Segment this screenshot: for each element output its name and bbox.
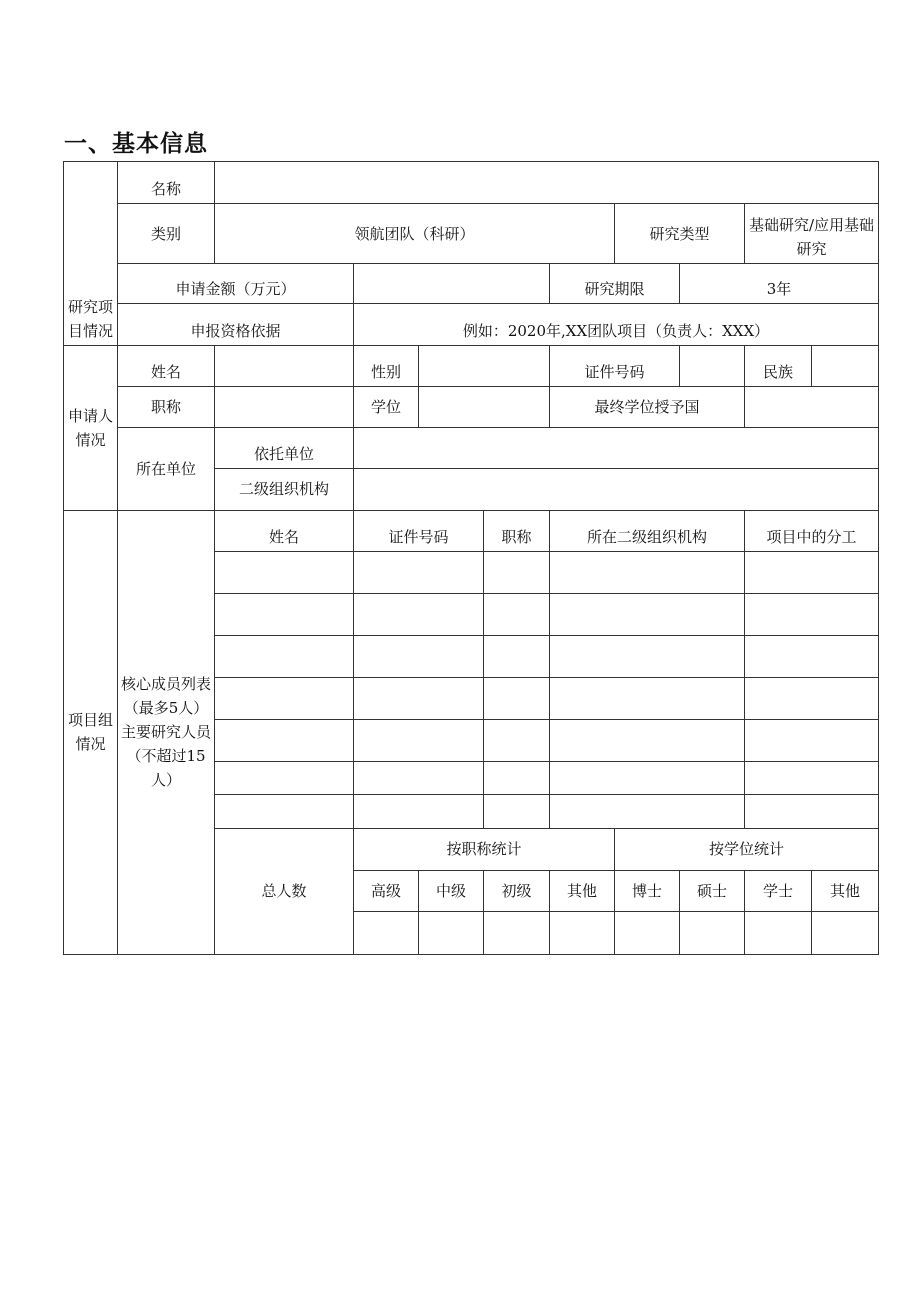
amount-label: 申请金额（万元） xyxy=(118,264,354,304)
basis-value[interactable]: 例如：2020年,XX团队项目（负责人：XXX） xyxy=(354,304,879,346)
degree-field[interactable] xyxy=(419,386,550,427)
col-header-title: 职称 xyxy=(484,510,550,551)
host-unit-field[interactable] xyxy=(354,427,879,468)
period-value[interactable]: 3年 xyxy=(680,264,879,304)
member-title-cell[interactable] xyxy=(484,593,550,635)
category-label: 类别 xyxy=(118,204,215,264)
amount-field[interactable] xyxy=(354,264,550,304)
member-org-cell[interactable] xyxy=(550,593,745,635)
member-org-cell[interactable] xyxy=(550,795,745,828)
total-count-label: 总人数 xyxy=(215,828,354,954)
member-name-cell[interactable] xyxy=(215,551,354,593)
member-org-cell[interactable] xyxy=(550,636,745,678)
stat-header-junior: 初级 xyxy=(484,870,550,911)
stat-header-senior: 高级 xyxy=(354,870,419,911)
stat-degree-other-field[interactable] xyxy=(812,911,879,954)
member-org-cell[interactable] xyxy=(550,720,745,762)
member-org-cell[interactable] xyxy=(550,762,745,795)
member-title-cell[interactable] xyxy=(484,678,550,720)
member-role-cell[interactable] xyxy=(745,678,879,720)
member-title-cell[interactable] xyxy=(484,551,550,593)
stat-master-field[interactable] xyxy=(680,911,745,954)
member-name-cell[interactable] xyxy=(215,795,354,828)
stat-bachelor-field[interactable] xyxy=(745,911,812,954)
member-id-cell[interactable] xyxy=(354,720,484,762)
basis-label: 申报资格依据 xyxy=(118,304,354,346)
core-members-label: 核心成员列表（最多5人）主要研究人员（不超过15人） xyxy=(118,510,215,954)
ethnicity-field[interactable] xyxy=(812,346,879,386)
member-role-cell[interactable] xyxy=(745,551,879,593)
stat-header-bachelor: 学士 xyxy=(745,870,812,911)
member-id-cell[interactable] xyxy=(354,762,484,795)
degree-country-field[interactable] xyxy=(745,386,879,427)
stat-junior-field[interactable] xyxy=(484,911,550,954)
stat-title-other-field[interactable] xyxy=(550,911,615,954)
stat-header-title-other: 其他 xyxy=(550,870,615,911)
secondary-org-label: 二级组织机构 xyxy=(215,468,354,510)
member-title-cell[interactable] xyxy=(484,795,550,828)
member-name-cell[interactable] xyxy=(215,678,354,720)
member-name-cell[interactable] xyxy=(215,636,354,678)
period-label: 研究期限 xyxy=(550,264,680,304)
stat-doctor-field[interactable] xyxy=(615,911,680,954)
gender-label: 性别 xyxy=(354,346,419,386)
col-header-id: 证件号码 xyxy=(354,510,484,551)
team-section-label: 项目组情况 xyxy=(64,510,118,954)
stat-intermediate-field[interactable] xyxy=(419,911,484,954)
section-heading: 一、基本信息 xyxy=(64,131,208,157)
member-role-cell[interactable] xyxy=(745,636,879,678)
research-type-label: 研究类型 xyxy=(615,204,745,264)
member-org-cell[interactable] xyxy=(550,551,745,593)
member-title-cell[interactable] xyxy=(484,762,550,795)
applicant-name-label: 姓名 xyxy=(118,346,215,386)
member-title-cell[interactable] xyxy=(484,636,550,678)
host-unit-label: 依托单位 xyxy=(215,427,354,468)
stat-header-intermediate: 中级 xyxy=(419,870,484,911)
basic-info-form xyxy=(63,161,879,955)
gender-field[interactable] xyxy=(419,346,550,386)
unit-label: 所在单位 xyxy=(118,427,215,510)
stat-header-master: 硕士 xyxy=(680,870,745,911)
member-name-cell[interactable] xyxy=(215,593,354,635)
member-role-cell[interactable] xyxy=(745,795,879,828)
ethnicity-label: 民族 xyxy=(745,346,812,386)
id-number-field[interactable] xyxy=(680,346,745,386)
by-degree-label: 按学位统计 xyxy=(615,828,879,870)
member-role-cell[interactable] xyxy=(745,720,879,762)
research-type-value[interactable]: 基础研究/应用基础研究 xyxy=(745,204,879,264)
title-label: 职称 xyxy=(118,386,215,427)
project-name-label: 名称 xyxy=(118,162,215,204)
id-number-label: 证件号码 xyxy=(550,346,680,386)
secondary-org-field[interactable] xyxy=(354,468,879,510)
col-header-secondary-org: 所在二级组织机构 xyxy=(550,510,745,551)
member-role-cell[interactable] xyxy=(745,762,879,795)
applicant-name-field[interactable] xyxy=(215,346,354,386)
col-header-name: 姓名 xyxy=(215,510,354,551)
member-role-cell[interactable] xyxy=(745,593,879,635)
by-title-label: 按职称统计 xyxy=(354,828,615,870)
research-project-section-label: 研究项目情况 xyxy=(64,162,118,346)
member-name-cell[interactable] xyxy=(215,720,354,762)
title-field[interactable] xyxy=(215,386,354,427)
member-id-cell[interactable] xyxy=(354,593,484,635)
applicant-section-label: 申请人情况 xyxy=(64,346,118,510)
member-id-cell[interactable] xyxy=(354,795,484,828)
member-id-cell[interactable] xyxy=(354,678,484,720)
category-value[interactable]: 领航团队（科研） xyxy=(215,204,615,264)
degree-label: 学位 xyxy=(354,386,419,427)
degree-country-label: 最终学位授予国 xyxy=(550,386,745,427)
member-title-cell[interactable] xyxy=(484,720,550,762)
project-name-field[interactable] xyxy=(215,162,879,204)
stat-senior-field[interactable] xyxy=(354,911,419,954)
stat-header-degree-other: 其他 xyxy=(812,870,879,911)
member-name-cell[interactable] xyxy=(215,762,354,795)
member-id-cell[interactable] xyxy=(354,636,484,678)
stat-header-doctor: 博士 xyxy=(615,870,680,911)
member-org-cell[interactable] xyxy=(550,678,745,720)
col-header-role: 项目中的分工 xyxy=(745,510,879,551)
member-id-cell[interactable] xyxy=(354,551,484,593)
